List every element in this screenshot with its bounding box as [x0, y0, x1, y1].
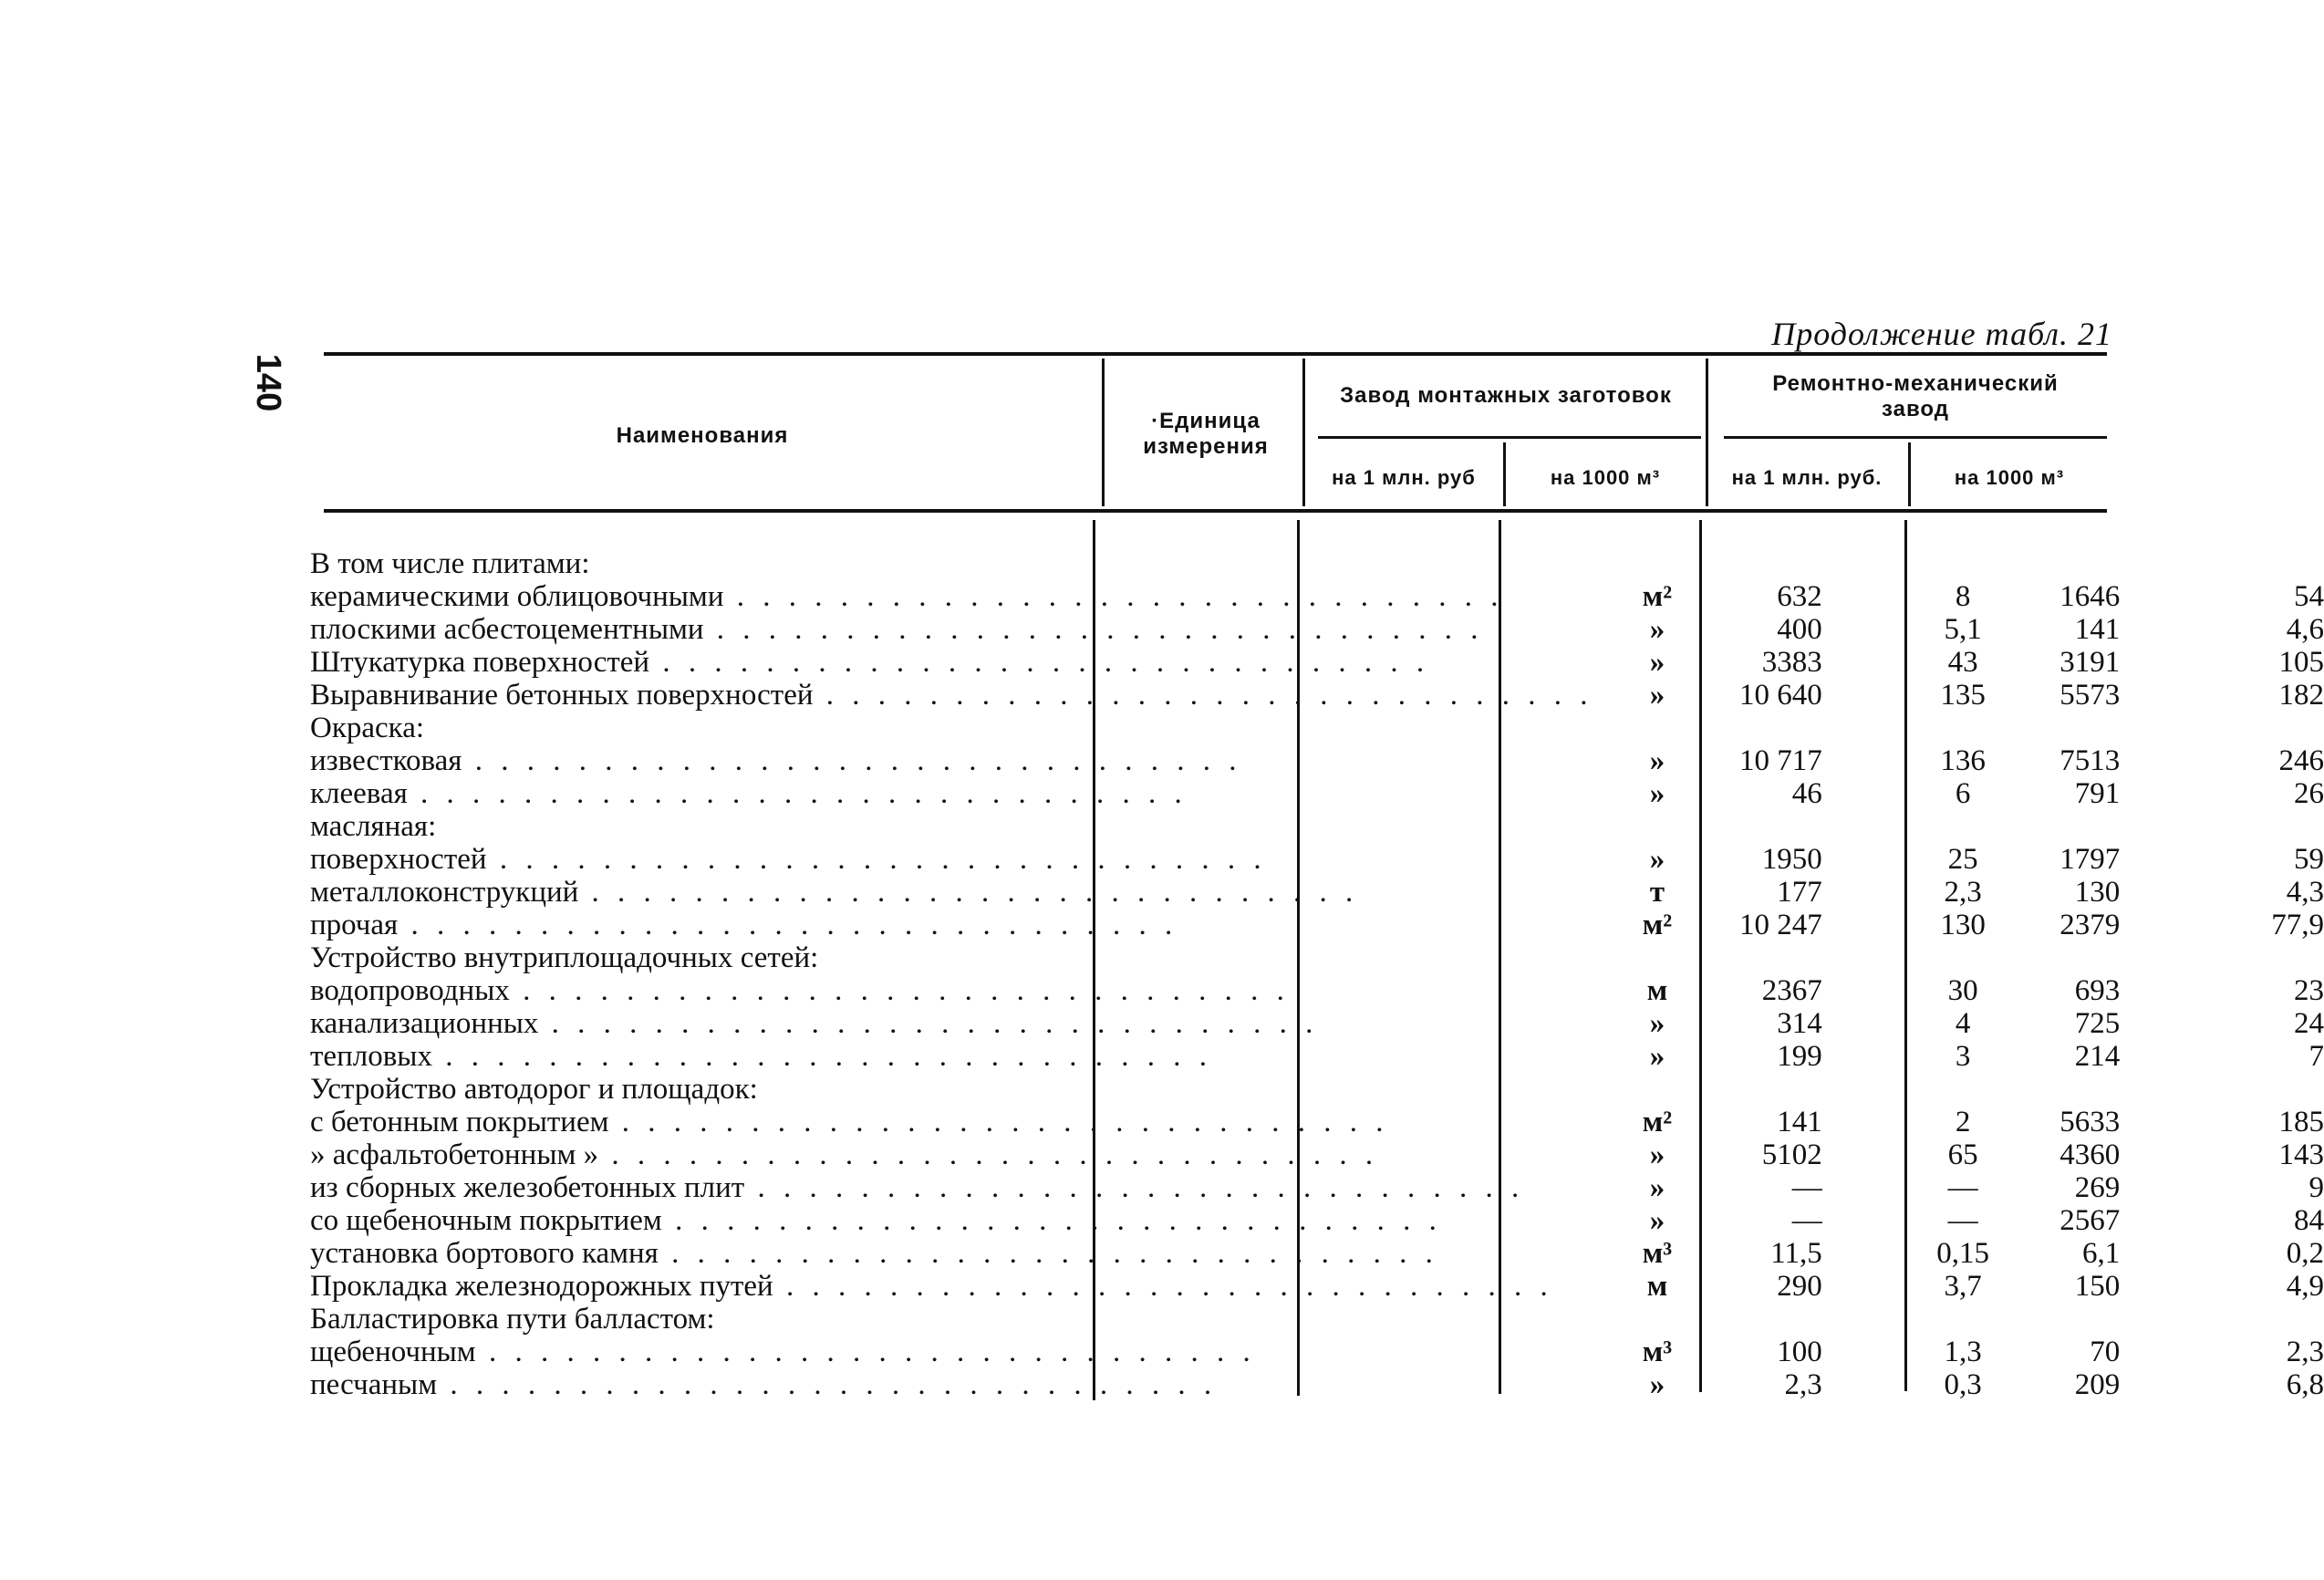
row-name — [310, 1040, 1593, 1073]
table-caption: Продолжение табл. 21 — [1771, 316, 2112, 352]
row-value-1: 314 — [1777, 1007, 1822, 1040]
row-value-4: 59 — [2294, 843, 2324, 876]
table-row — [310, 1040, 2324, 1073]
row-unit — [1593, 1073, 1722, 1106]
table-row — [310, 1073, 2324, 1106]
row-value-3: 209 — [2074, 1368, 2121, 1401]
row-unit: » — [1649, 1007, 1665, 1040]
row-value-4: 77,9 — [2271, 909, 2324, 941]
row-unit: м³ — [1642, 1237, 1673, 1270]
row-name — [310, 1368, 1593, 1401]
row-unit: м³ — [1642, 1336, 1673, 1368]
row-value-2: 43 — [1947, 646, 1978, 679]
row-unit: м² — [1642, 1106, 1673, 1138]
row-value-2: 30 — [1947, 974, 1978, 1007]
table-row — [310, 876, 2324, 909]
row-name-text: Устройство внутриплощадочных сетей: — [310, 941, 819, 974]
row-value-1: 400 — [1777, 613, 1822, 646]
row-value-1: 2367 — [1761, 974, 1822, 1007]
row-unit: » — [1649, 679, 1665, 712]
row-value-3: 269 — [2074, 1171, 2121, 1204]
row-name-text: Штукатурка поверхностей . . . — [310, 646, 1429, 679]
row-name — [310, 1007, 1593, 1040]
row-name — [310, 613, 1593, 646]
row-name — [310, 1336, 1593, 1368]
table-row — [310, 909, 2324, 941]
row-name — [310, 1106, 1593, 1138]
row-name-text: клеевая . . . — [310, 777, 1188, 810]
row-name — [310, 580, 1593, 613]
table-row — [310, 580, 2324, 613]
row-value-4: 54 — [2294, 580, 2324, 613]
header-sub1: на 1 млн. руб — [1332, 466, 1476, 489]
row-value-3 — [2021, 1303, 2206, 1336]
row-unit: » — [1649, 1204, 1665, 1237]
row-value-2: — — [1947, 1171, 1978, 1204]
row-name-text: Выравнивание бетонных поверхностей . . . — [310, 679, 1593, 712]
row-name-text: металлоконструкций . . . — [310, 876, 1358, 909]
row-value-1 — [1721, 941, 1904, 974]
table-row — [310, 1171, 2324, 1204]
table-row — [310, 843, 2324, 876]
row-value-4: 7 — [2308, 1040, 2324, 1073]
row-name — [310, 843, 1593, 876]
row-name — [310, 974, 1593, 1007]
row-value-1 — [1721, 810, 1904, 843]
row-unit: м² — [1642, 909, 1673, 941]
row-value-4 — [2206, 1303, 2324, 1336]
row-value-4: 24 — [2294, 1007, 2324, 1040]
row-value-4: 23 — [2294, 974, 2324, 1007]
row-name — [310, 941, 1593, 974]
row-value-2: 2,3 — [1944, 876, 1982, 909]
row-value-3: 70 — [2090, 1336, 2121, 1368]
row-value-1: 46 — [1791, 777, 1822, 810]
row-value-3: 693 — [2074, 974, 2121, 1007]
row-value-2 — [1904, 941, 2022, 974]
row-value-2: 130 — [1940, 909, 1986, 941]
row-value-4 — [2206, 1073, 2324, 1106]
table-row — [310, 777, 2324, 810]
row-name-text: установка бортового камня . . . — [310, 1237, 1438, 1270]
header-divider-sub2 — [1908, 442, 1911, 506]
row-name-text: канализационных . . . — [310, 1007, 1318, 1040]
row-unit: » — [1649, 646, 1665, 679]
row-value-2: — — [1947, 1204, 1978, 1237]
row-unit — [1593, 547, 1722, 580]
row-value-2: 0,15 — [1936, 1237, 1989, 1270]
row-name-text: керамическими облицовочными . . . — [310, 580, 1503, 613]
row-value-1: 141 — [1777, 1106, 1822, 1138]
table-row — [310, 1303, 2324, 1336]
header-unit: ·Единица измерения — [1143, 409, 1269, 459]
table-row — [310, 1270, 2324, 1303]
row-name — [310, 712, 1593, 744]
row-name-text: В том числе плитами: — [310, 547, 590, 580]
row-value-2: 135 — [1940, 679, 1986, 712]
row-value-1: 2,3 — [1784, 1368, 1822, 1401]
row-value-4: 4,3 — [2286, 876, 2324, 909]
row-unit: м² — [1642, 580, 1673, 613]
row-unit — [1593, 1303, 1722, 1336]
row-value-3: 791 — [2074, 777, 2121, 810]
row-value-4: 4,6 — [2286, 613, 2324, 646]
row-value-1: 1950 — [1761, 843, 1822, 876]
row-name-text: песчаным . . . — [310, 1368, 1217, 1401]
row-name-text: известковая . . . — [310, 744, 1241, 777]
table-row — [310, 547, 2324, 580]
row-value-1 — [1721, 1073, 1904, 1106]
row-unit: » — [1649, 843, 1665, 876]
row-value-1: 632 — [1777, 580, 1822, 613]
row-value-1 — [1721, 547, 1904, 580]
row-name — [310, 1270, 1593, 1303]
row-unit: » — [1649, 1368, 1665, 1401]
table-row — [310, 1237, 2324, 1270]
row-value-2: 4 — [1955, 1007, 1971, 1040]
row-value-1: 199 — [1777, 1040, 1822, 1073]
header-group2: Ремонтно-механический завод — [1772, 371, 2059, 421]
row-name — [310, 876, 1593, 909]
row-value-2: 65 — [1947, 1138, 1978, 1171]
row-value-4: 6,8 — [2286, 1368, 2324, 1401]
row-name — [310, 1138, 1593, 1171]
row-value-3: 2567 — [2059, 1204, 2121, 1237]
row-name-text: плоскими асбестоцементными . . . — [310, 613, 1484, 646]
table-row — [310, 679, 2324, 712]
row-value-4: 105 — [2278, 646, 2324, 679]
header-sub3: на 1 млн. руб. — [1731, 466, 1883, 489]
row-unit — [1593, 810, 1722, 843]
row-unit — [1593, 941, 1722, 974]
row-value-4: 2,3 — [2286, 1336, 2324, 1368]
row-name — [310, 909, 1593, 941]
row-value-1: 10 717 — [1738, 744, 1822, 777]
table-row — [310, 1106, 2324, 1138]
row-name — [310, 777, 1593, 810]
row-name-text: тепловых . . . — [310, 1040, 1212, 1073]
page-number: 140 — [249, 353, 288, 412]
row-value-4: 9 — [2308, 1171, 2324, 1204]
row-value-4: 143 — [2278, 1138, 2324, 1171]
row-value-3: 214 — [2074, 1040, 2121, 1073]
row-name-text: Устройство автодорог и площадок: — [310, 1073, 758, 1106]
table-row — [310, 941, 2324, 974]
table-row — [310, 974, 2324, 1007]
row-value-2 — [1904, 712, 2022, 744]
row-value-2: 1,3 — [1944, 1336, 1982, 1368]
row-value-3: 1797 — [2059, 843, 2121, 876]
row-value-1: 11,5 — [1770, 1237, 1822, 1270]
row-name-text: Балластировка пути балластом: — [310, 1303, 715, 1336]
table-row — [310, 1138, 2324, 1171]
row-unit: » — [1649, 1138, 1665, 1171]
row-value-3 — [2021, 810, 2206, 843]
row-unit: » — [1649, 1040, 1665, 1073]
header-group1: Завод монтажных заготовок — [1340, 383, 1672, 408]
row-name — [310, 679, 1593, 712]
header-divider-sub1 — [1503, 442, 1506, 506]
row-value-3: 150 — [2074, 1270, 2121, 1303]
row-value-2: 5,1 — [1944, 613, 1982, 646]
row-value-2: 0,3 — [1944, 1368, 1982, 1401]
table-row — [310, 646, 2324, 679]
row-value-1: 10 640 — [1738, 679, 1822, 712]
row-name — [310, 1073, 1593, 1106]
row-name-text: прочая . . . — [310, 909, 1178, 941]
row-value-4: 246 — [2278, 744, 2324, 777]
row-value-3: 141 — [2074, 613, 2121, 646]
row-value-4: 182 — [2278, 679, 2324, 712]
row-name — [310, 646, 1593, 679]
row-name-text: поверхностей . . . — [310, 843, 1267, 876]
row-name — [310, 1171, 1593, 1204]
row-value-2: 25 — [1947, 843, 1978, 876]
row-value-3: 130 — [2074, 876, 2121, 909]
row-name-text: со щебеночным покрытием . . . — [310, 1204, 1442, 1237]
table-row — [310, 1336, 2324, 1368]
row-value-2 — [1904, 1303, 2022, 1336]
row-unit: м — [1646, 1270, 1668, 1303]
header-divider-unit — [1102, 359, 1105, 506]
row-value-2: 2 — [1955, 1106, 1971, 1138]
row-unit: » — [1649, 777, 1665, 810]
row-unit: » — [1649, 744, 1665, 777]
row-value-2: 3,7 — [1944, 1270, 1982, 1303]
row-value-1 — [1721, 712, 1904, 744]
table-row — [310, 712, 2324, 744]
row-name-text: Прокладка железнодорожных путей . . . — [310, 1270, 1553, 1303]
row-unit: т — [1649, 876, 1665, 909]
row-unit — [1593, 712, 1722, 744]
row-value-4 — [2206, 547, 2324, 580]
row-value-3: 6,1 — [2082, 1237, 2121, 1270]
row-value-2 — [1904, 810, 2022, 843]
row-value-3: 725 — [2074, 1007, 2121, 1040]
header-name: Наименования — [616, 423, 789, 448]
row-value-1: 10 247 — [1738, 909, 1822, 941]
group1-rule — [1318, 436, 1701, 439]
table-row — [310, 1368, 2324, 1401]
row-name-text: масляная: — [310, 810, 437, 843]
row-name-text: из сборных железобетонных плит . . . — [310, 1171, 1524, 1204]
row-name-text: Окраска: — [310, 712, 425, 744]
row-value-1: 177 — [1777, 876, 1822, 909]
header-sub2: на 1000 м³ — [1550, 466, 1661, 489]
row-value-4: 4,9 — [2286, 1270, 2324, 1303]
table-row — [310, 1007, 2324, 1040]
row-unit: » — [1649, 1171, 1665, 1204]
row-name — [310, 1237, 1593, 1270]
row-value-1: — — [1791, 1171, 1822, 1204]
row-name — [310, 744, 1593, 777]
row-value-1: 5102 — [1761, 1138, 1822, 1171]
row-name — [310, 547, 1593, 580]
row-value-2 — [1904, 1073, 2022, 1106]
row-name-text: » асфальтобетонным » . . . — [310, 1138, 1378, 1171]
row-value-4 — [2206, 810, 2324, 843]
row-name — [310, 1204, 1593, 1237]
row-value-3: 4360 — [2059, 1138, 2121, 1171]
row-value-4: 84 — [2294, 1204, 2324, 1237]
row-value-1 — [1721, 1303, 1904, 1336]
row-value-4: 26 — [2294, 777, 2324, 810]
data-table — [310, 547, 2324, 1401]
row-value-1: 3383 — [1761, 646, 1822, 679]
row-value-4 — [2206, 941, 2324, 974]
row-name-text: с бетонным покрытием . . . — [310, 1106, 1389, 1138]
row-value-4: 185 — [2278, 1106, 2324, 1138]
row-value-4 — [2206, 712, 2324, 744]
row-value-3 — [2021, 1073, 2206, 1106]
header-divider-group1 — [1302, 359, 1305, 506]
top-rule — [324, 352, 2107, 356]
row-value-1: 100 — [1777, 1336, 1822, 1368]
row-unit: » — [1649, 613, 1665, 646]
header-sub4: на 1000 м³ — [1954, 466, 2065, 489]
table-row — [310, 1204, 2324, 1237]
row-value-3 — [2021, 712, 2206, 744]
header-rule — [324, 509, 2107, 513]
row-value-3: 3191 — [2059, 646, 2121, 679]
table-row — [310, 744, 2324, 777]
row-value-3 — [2021, 941, 2206, 974]
row-value-2: 8 — [1955, 580, 1971, 613]
row-value-2: 6 — [1955, 777, 1971, 810]
row-value-4: 0,2 — [2286, 1237, 2324, 1270]
row-unit: м — [1646, 974, 1668, 1007]
row-value-2: 136 — [1940, 744, 1986, 777]
row-value-3: 1646 — [2059, 580, 2121, 613]
row-value-3: 7513 — [2059, 744, 2121, 777]
row-name — [310, 1303, 1593, 1336]
row-name-text: щебеночным . . . — [310, 1336, 1256, 1368]
row-name-text: водопроводных . . . — [310, 974, 1290, 1007]
row-value-3: 5633 — [2059, 1106, 2121, 1138]
row-value-2 — [1904, 547, 2022, 580]
table-row — [310, 613, 2324, 646]
row-value-1: — — [1791, 1204, 1822, 1237]
row-value-3: 2379 — [2059, 909, 2121, 941]
group2-rule — [1724, 436, 2107, 439]
row-value-2: 3 — [1955, 1040, 1971, 1073]
row-value-3: 5573 — [2059, 679, 2121, 712]
row-value-1: 290 — [1777, 1270, 1822, 1303]
row-value-3 — [2021, 547, 2206, 580]
table-row — [310, 810, 2324, 843]
row-name — [310, 810, 1593, 843]
